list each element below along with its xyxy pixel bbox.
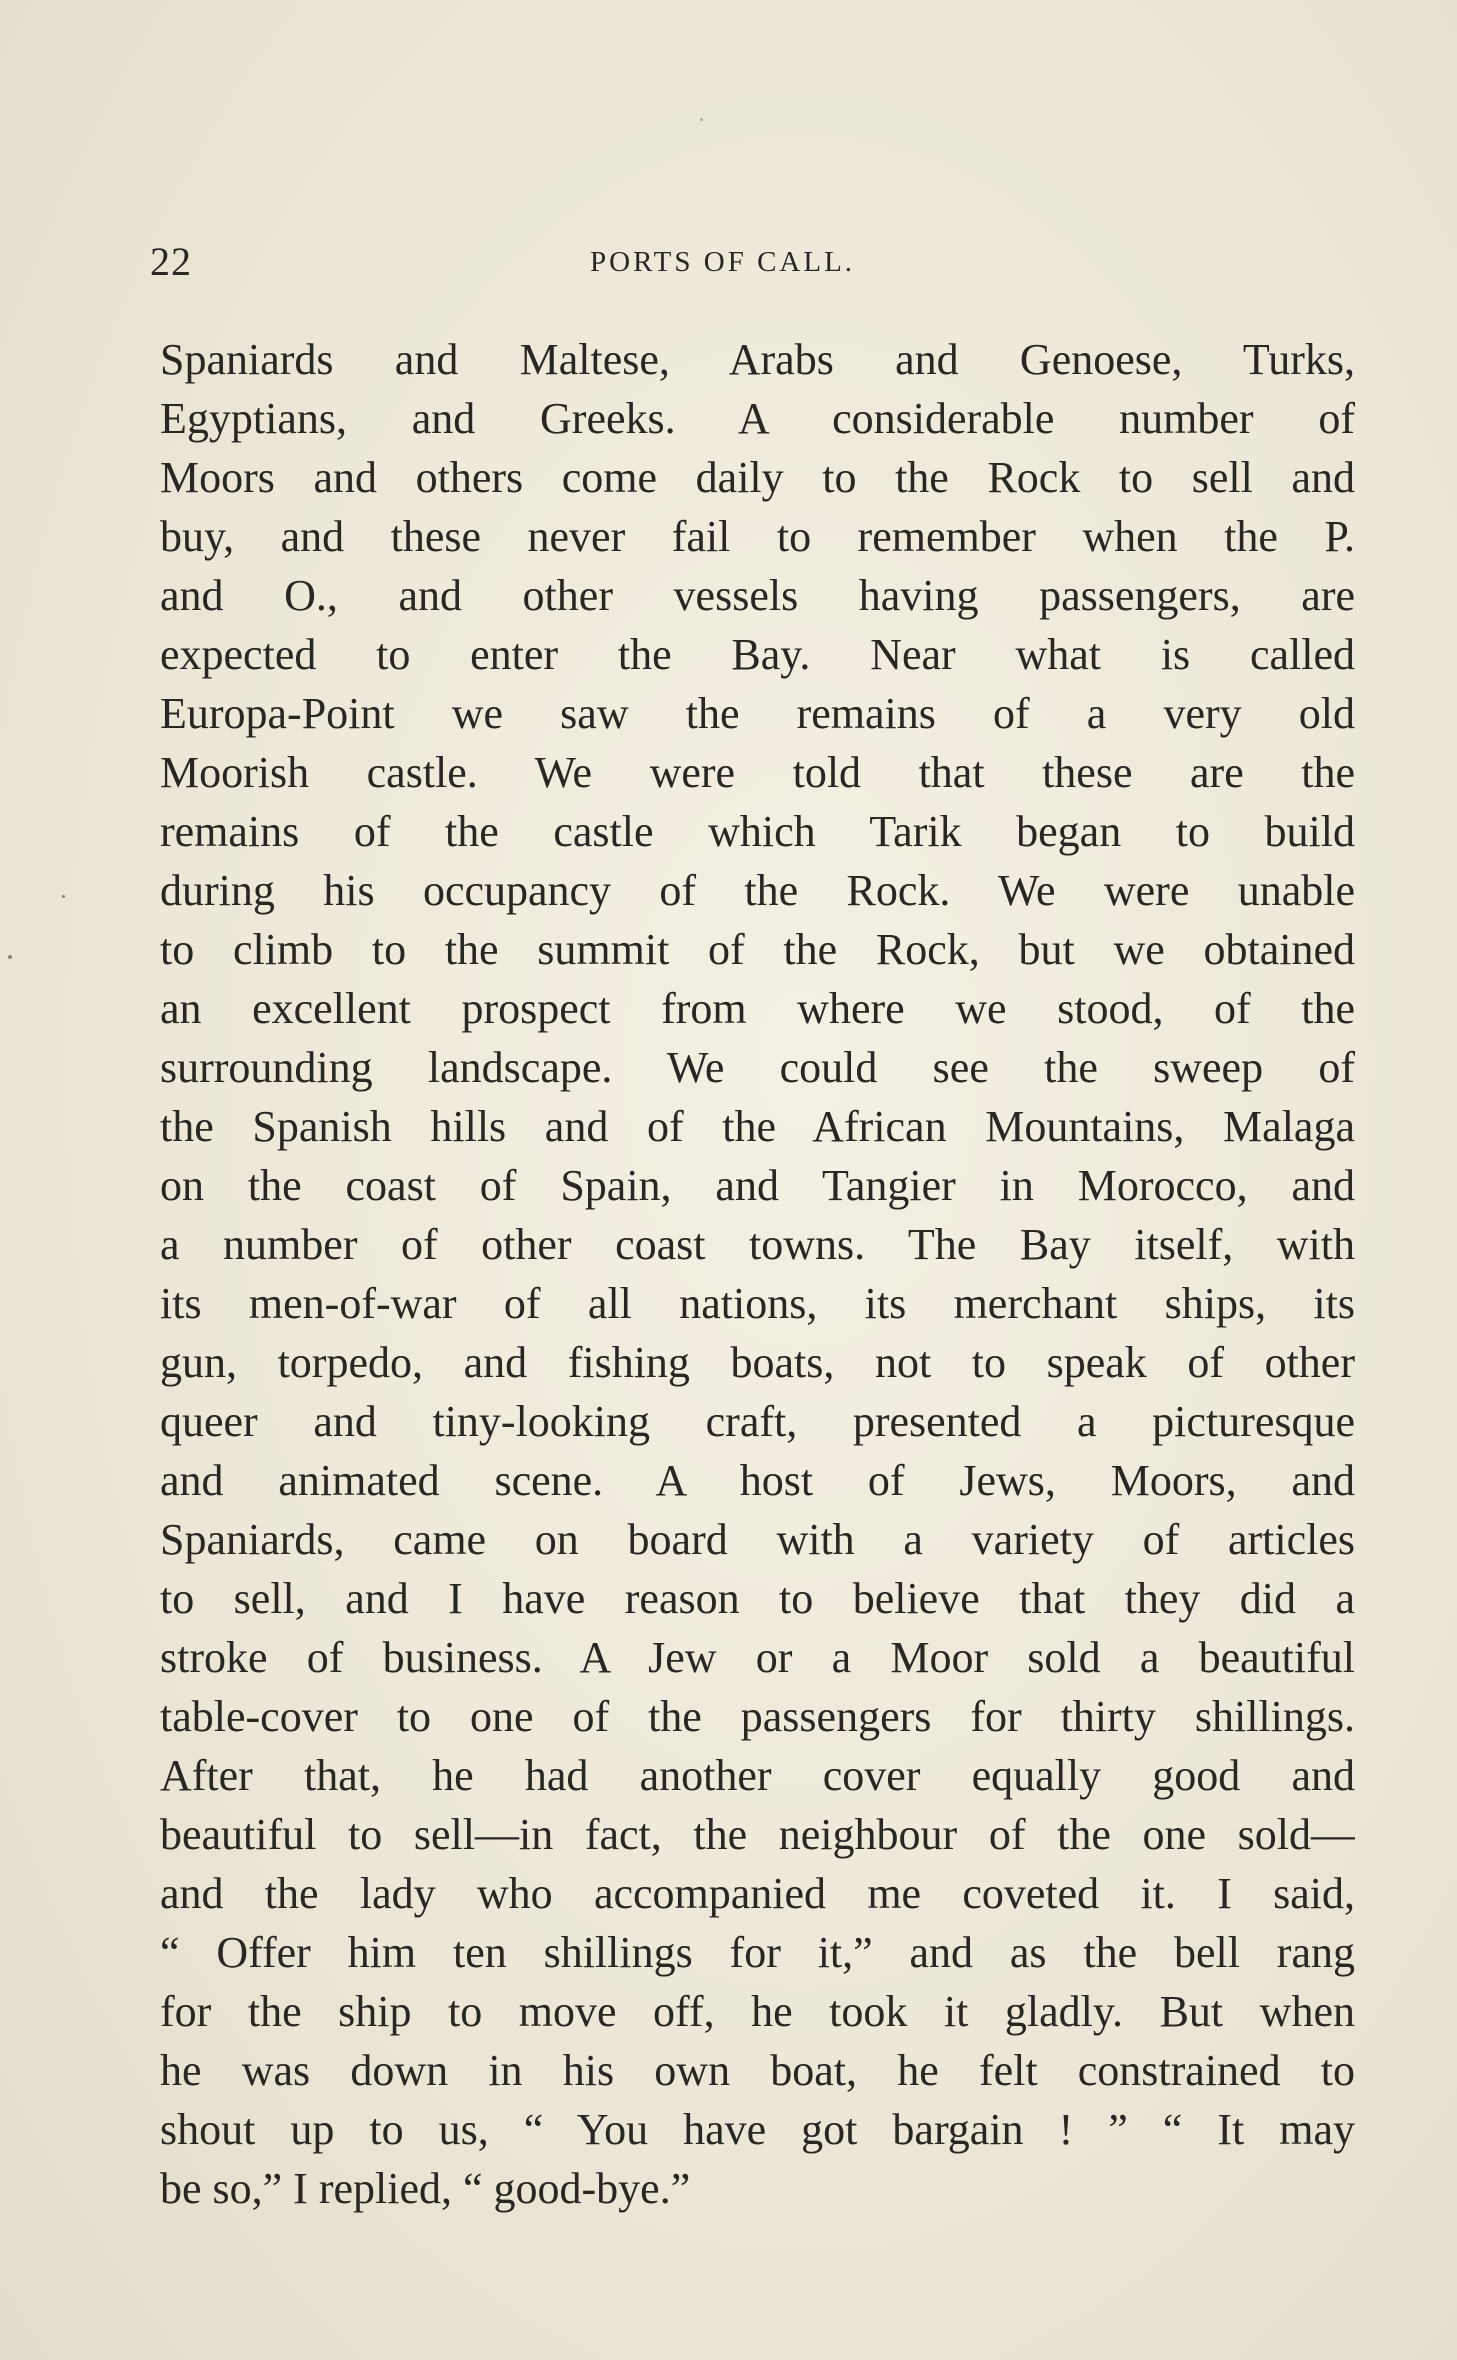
text-line: during his occupancy of the Rock. We were unable <box>160 866 1355 915</box>
text-line: gun, torpedo, and fishing boats, not to speak of other <box>160 1338 1355 1387</box>
paper-speck <box>62 895 65 898</box>
text-line: he was down in his own boat, he felt constrained to <box>160 2046 1355 2095</box>
text-line: buy, and these never fail to remember when the P. <box>160 512 1355 561</box>
text-line: an excellent prospect from where we stood, of the <box>160 984 1355 1033</box>
text-line: Spaniards and Maltese, Arabs and Genoese, Turks, <box>160 335 1355 384</box>
text-line: and the lady who accompanied me coveted it. I said, <box>160 1869 1355 1918</box>
text-line: “ Offer him ten shillings for it,” and as the bell rang <box>160 1928 1355 1977</box>
paper-speck <box>700 118 703 121</box>
text-line: Moors and others come daily to the Rock to sell and <box>160 453 1355 502</box>
text-line: be so,” I replied, “ good-bye.” <box>160 2164 691 2213</box>
text-line: surrounding landscape. We could see the sweep of <box>160 1043 1355 1092</box>
text-line: queer and tiny-looking craft, presented a picturesque <box>160 1397 1355 1446</box>
text-line: on the coast of Spain, and Tangier in Morocco, and <box>160 1161 1355 1210</box>
paper-speck <box>8 955 12 959</box>
text-line: stroke of business. A Jew or a Moor sold a beautiful <box>160 1633 1355 1682</box>
text-line: the Spanish hills and of the African Mountains, Malaga <box>160 1102 1355 1151</box>
text-line: table-cover to one of the passengers for thirty shillings. <box>160 1692 1355 1741</box>
text-line: for the ship to move off, he took it gladly. But when <box>160 1987 1355 2036</box>
running-title: PORTS OF CALL. <box>590 246 856 278</box>
text-line: shout up to us, “ You have got bargain ! ” “ It may <box>160 2105 1355 2154</box>
text-line: its men-of-war of all nations, its merchant ships, its <box>160 1279 1355 1328</box>
text-line: to climb to the summit of the Rock, but we obtained <box>160 925 1355 974</box>
text-line: Moorish castle. We were told that these are the <box>160 748 1355 797</box>
text-line: beautiful to sell—in fact, the neighbour of the one sold— <box>160 1810 1355 1859</box>
text-line: and O., and other vessels having passengers, are <box>160 571 1355 620</box>
text-line: Europa-Point we saw the remains of a very old <box>160 689 1355 738</box>
text-line: Egyptians, and Greeks. A considerable number of <box>160 394 1355 443</box>
text-line: After that, he had another cover equally good and <box>160 1751 1355 1800</box>
body-text <box>160 330 1355 2218</box>
running-head <box>150 238 1360 298</box>
text-line: to sell, and I have reason to believe that they did a <box>160 1574 1355 1623</box>
text-line: a number of other coast towns. The Bay itself, with <box>160 1220 1355 1269</box>
text-line: Spaniards, came on board with a variety of articles <box>160 1515 1355 1564</box>
page-number: 22 <box>150 239 192 284</box>
text-line: expected to enter the Bay. Near what is called <box>160 630 1355 679</box>
text-line: and animated scene. A host of Jews, Moors, and <box>160 1456 1355 1505</box>
text-line: remains of the castle which Tarik began to build <box>160 807 1355 856</box>
